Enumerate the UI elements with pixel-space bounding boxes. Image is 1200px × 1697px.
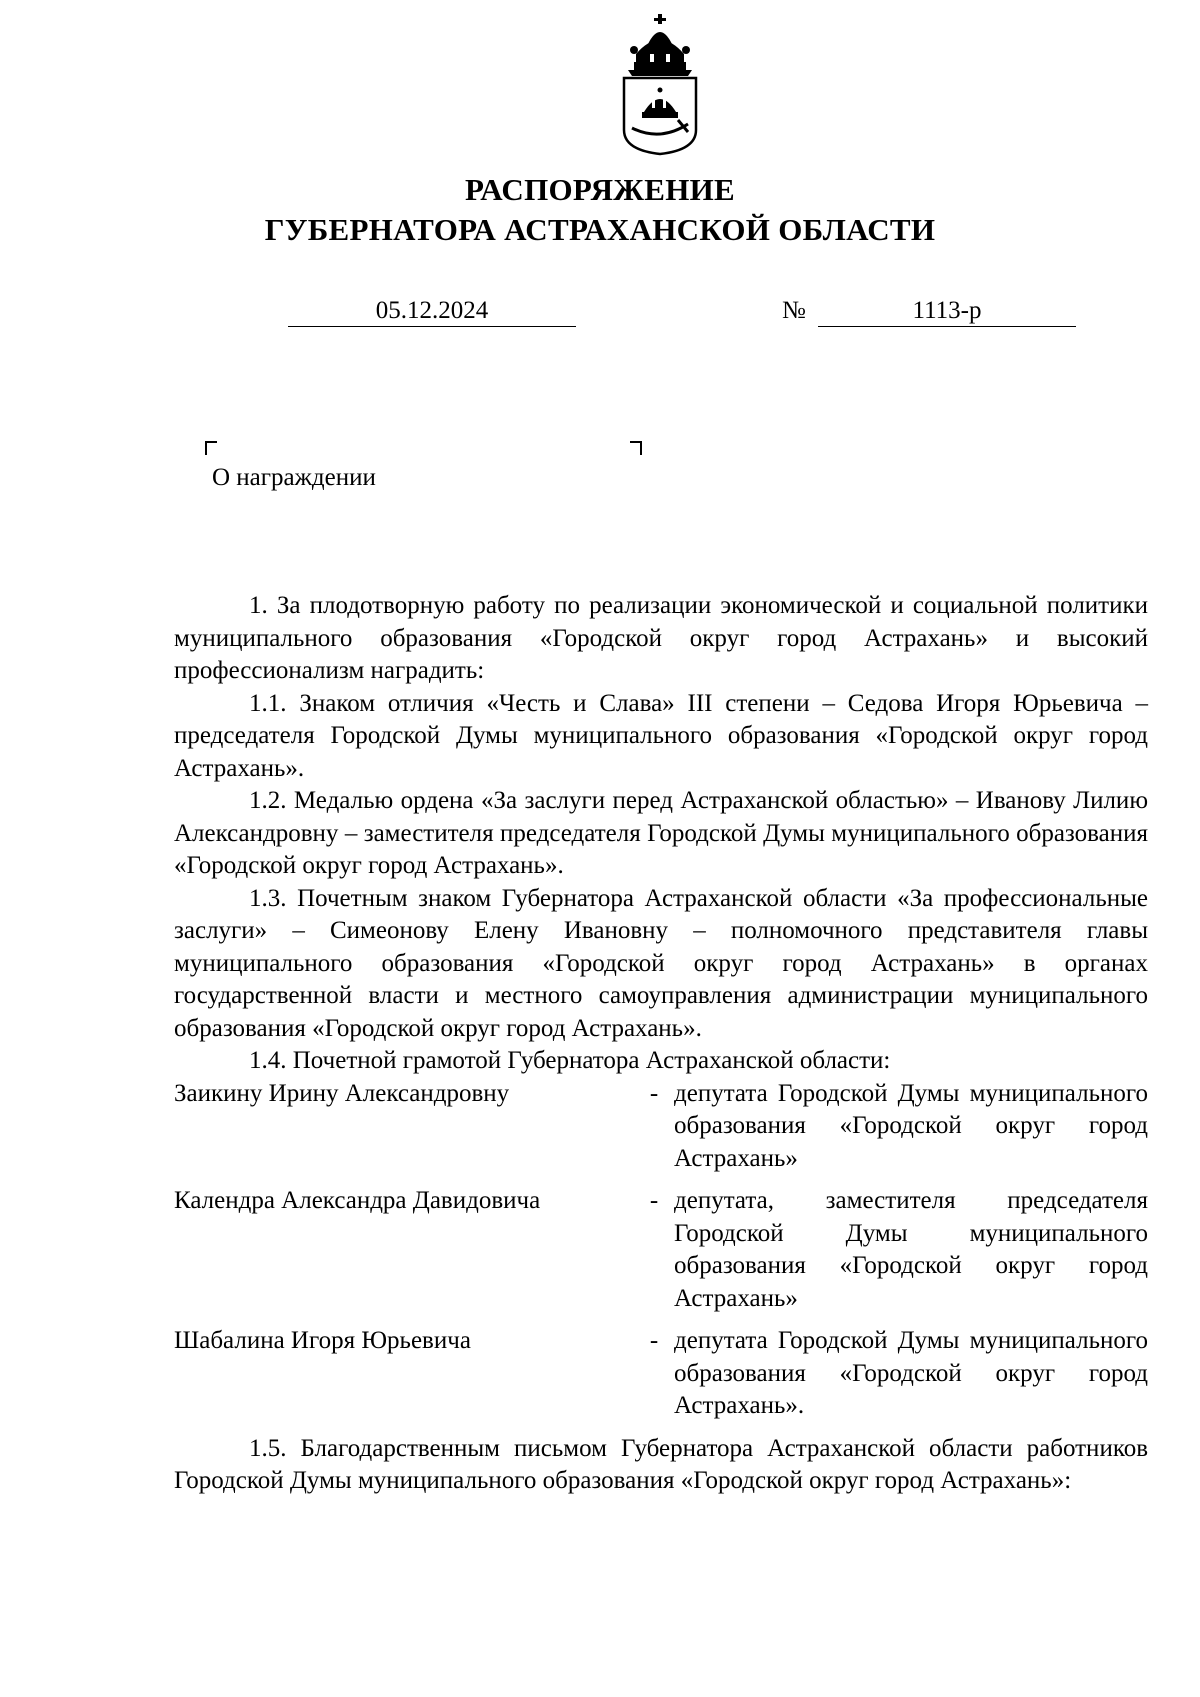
document-subject: О награждении [212,464,376,491]
awardee-name: Календра Александра Давидовича [174,1187,541,1214]
paragraph-1-2: 1.2. Медалью ордена «За заслуги перед Астраханской областью» – Иванову Лилию Александровну – заместителя председателя Городской Думы муниципального образования «Городской округ город Астрахань». [174,787,1148,879]
awardee-dash: - [649,1079,659,1107]
paragraph-1-5: 1.5. Благодарственным письмом Губернатора Астраханской области работников Городской Думы муниципального образования «Городской округ город Астрахань»: [174,1434,1148,1494]
coat-of-arms-emblem [618,14,702,156]
awardee-position: депутата Городской Думы муниципального образования «Городской округ город Астрахань». [674,1327,1148,1419]
awardee-name: Шабалина Игоря Юрьевича [174,1327,471,1354]
awardee-row [174,1325,1148,1433]
document-title-line2: ГУБЕРНАТОРА АСТРАХАНСКОЙ ОБЛАСТИ [264,212,936,247]
awardee-position: депутата, заместителя председателя Городской Думы муниципального образования «Городской округ город Астрахань» [674,1187,1148,1312]
awardees-list [174,1078,1148,1433]
paragraph-1-4: 1.4. Почетной грамотой Губернатора Астраханской области: [249,1047,891,1074]
awardee-row [174,1185,1148,1325]
awardee-row [174,1078,1148,1186]
subject-corner-right-mark [630,441,642,455]
subject-corner-left-mark [205,441,217,455]
document-title-line1: РАСПОРЯЖЕНИЕ [464,172,736,207]
document-number: 1113-р [818,296,1076,327]
awardee-name: Заикину Ирину Александровну [174,1079,510,1107]
awardee-dash: - [649,1187,659,1214]
document-body [174,590,1148,1498]
paragraph-1: 1. За плодотворную работу по реализации экономической и социальной политики муниципального образования «Городской округ город Астрахань» и высокий профессионализм наградить: [174,592,1148,684]
number-sign: № [782,297,806,324]
paragraph-1-1: 1.1. Знаком отличия «Честь и Слава» III степени – Седова Игоря Юрьевича – председателя Городской Думы муниципального образования «Городской округ город Астрахань». [174,689,1148,782]
paragraph-1-3: 1.3. Почетным знаком Губернатора Астраханской области «За профессиональные заслуги» – Симеонову Елену Ивановну – полномочного представителя главы муниципального образования «Городской округ город Астрахань» в органах государственной власти и местного самоуправления администрации муниципального образования «Городской округ город Астрахань». [174,884,1148,1042]
awardee-position: депутата Городской Думы муниципального образования «Городской округ город Астрахань» [674,1079,1148,1172]
awardee-dash: - [649,1327,659,1354]
document-date: 05.12.2024 [288,296,576,327]
